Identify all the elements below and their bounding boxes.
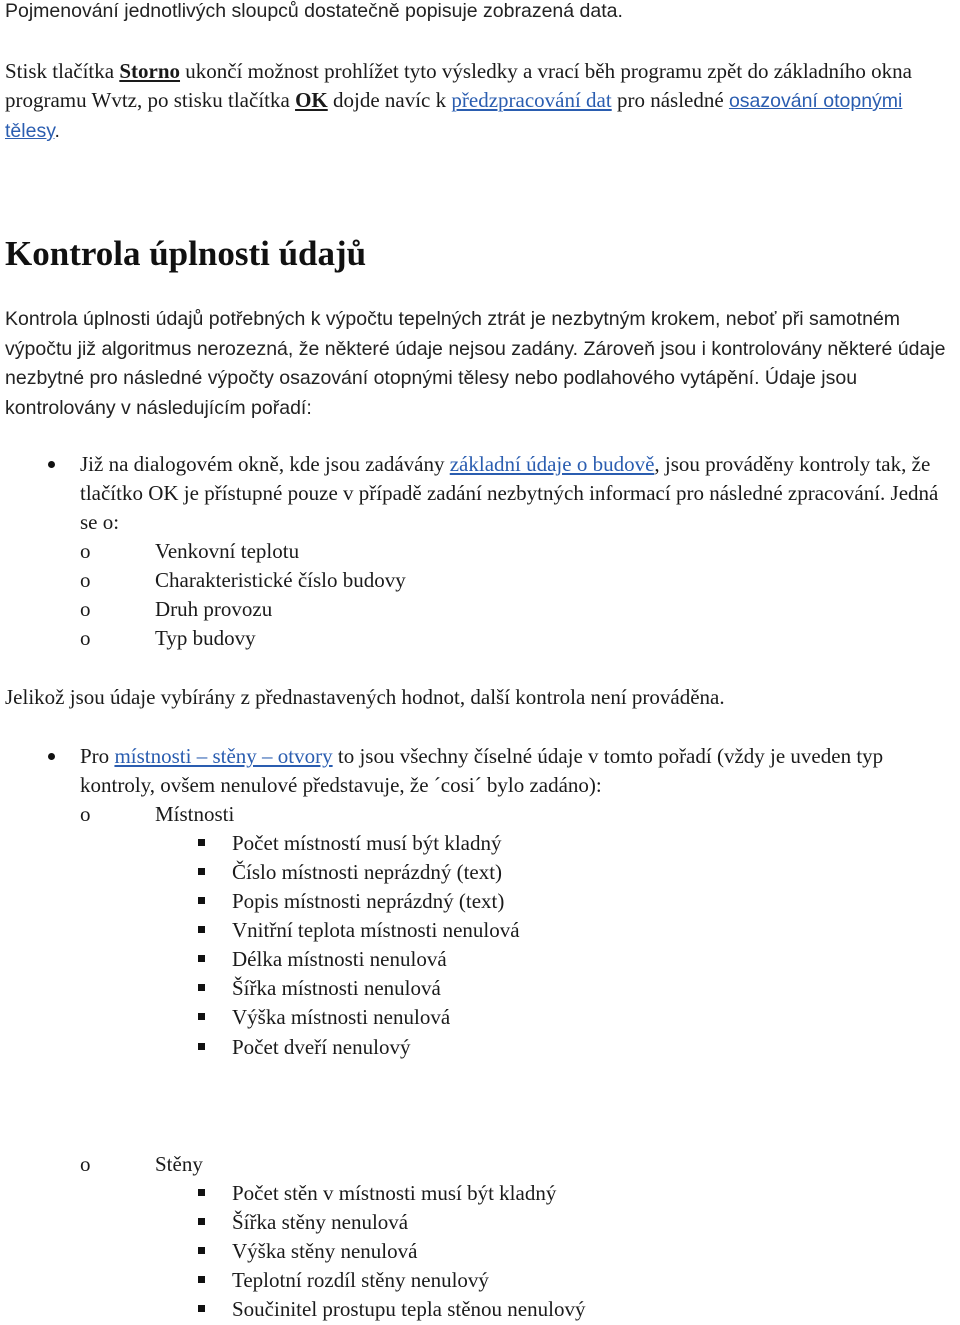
sub-item-label: Charakteristické číslo budovy — [155, 568, 406, 592]
square-bullet-icon — [198, 1013, 205, 1020]
section-paragraph: Kontrola úplnosti údajů potřebných k výpočtu tepelných ztrát je nezbytným krokem, neboť při samotném výpočtu již algoritmus nerozezná, že některé údaje nejsou zadány. Zároveň jsou i kontrolovány některé údaje nezbytné pro následné výpočty osazování otopnými tělesy nebo podlahového vytápění. Údaje jsou kontrolovány v následujícím pořadí: — [5, 308, 946, 419]
bullet-item — [80, 742, 960, 800]
square-bullet-icon — [198, 984, 205, 991]
check-item-label: Teplotní rozdíl stěny nenulový — [232, 1268, 489, 1292]
square-bullet-icon — [198, 1276, 205, 1283]
sub-item-label: Místnosti — [155, 802, 235, 826]
check-item-label: Číslo místnosti neprázdný (text) — [232, 860, 503, 884]
bullet-text: Pro — [80, 744, 115, 768]
storno-button-label: Storno — [119, 59, 181, 83]
circle-marker-icon: o — [80, 1152, 91, 1176]
intro-text: dojde navíc k — [327, 88, 452, 112]
square-bullet-icon — [198, 1305, 205, 1312]
bullet-item — [80, 450, 960, 537]
intro-line: Pojmenování jednotlivých sloupců dostatečně popisuje zobrazená data. — [5, 0, 623, 22]
circle-marker-icon: o — [80, 539, 91, 563]
circle-marker-icon: o — [80, 802, 91, 826]
intro-text: . — [54, 120, 60, 142]
square-bullet-icon — [198, 1247, 205, 1254]
square-bullet-icon — [198, 1218, 205, 1225]
square-bullet-icon — [198, 868, 205, 875]
check-item-label: Šířka místnosti nenulová — [232, 976, 441, 1000]
link-zakladni-udaje-o-budove[interactable]: základní údaje o budově — [449, 452, 655, 476]
link-osazovani-otopnymi-telesy[interactable]: osazování otopnými tělesy — [5, 90, 903, 142]
square-bullet-icon — [198, 1189, 205, 1196]
intro-text: ukončí možnost prohlížet tyto výsledky a vrací běh programu zpět do základního okna programu Wvtz, po stisku tlačítka — [5, 59, 912, 112]
section-heading: Kontrola úplnosti údajů — [5, 234, 367, 273]
check-item-label: Výška místnosti nenulová — [232, 1005, 451, 1029]
circle-marker-icon: o — [80, 568, 91, 592]
square-bullet-icon — [198, 955, 205, 962]
check-item-label: Výška stěny nenulová — [232, 1239, 418, 1263]
check-item-label: Počet místností musí být kladný — [232, 831, 502, 855]
bullet-dot-icon — [48, 461, 55, 468]
intro-text: Stisk tlačítka — [5, 59, 120, 83]
sub-item-label: Typ budovy — [155, 626, 256, 650]
link-predzpracovani-dat[interactable]: předzpracování dat — [451, 88, 612, 112]
square-bullet-icon — [198, 1043, 205, 1050]
bullet-text: Již na dialogovém okně, kde jsou zadávány — [80, 452, 450, 476]
bullet-text: , jsou prováděny kontroly tak, že tlačítko OK je přístupné pouze v případě zadání nezbytných informací pro následné zpracování. Jedná se o: — [80, 452, 939, 534]
check-item-label: Šířka stěny nenulová — [232, 1210, 409, 1234]
link-mistnosti-steny-otvory[interactable]: místnosti – stěny – otvory — [114, 744, 333, 768]
circle-marker-icon: o — [80, 626, 91, 650]
circle-marker-icon: o — [80, 597, 91, 621]
bullet-text: to jsou všechny číselné údaje v tomto pořadí (vždy je uveden typ kontroly, ovšem nenulové představuje, že ´cosi´ bylo zadáno): — [80, 744, 884, 797]
intro-paragraph — [5, 57, 945, 146]
square-bullet-icon — [198, 839, 205, 846]
sub-item-label: Stěny — [155, 1152, 203, 1176]
check-item-label: Délka místnosti nenulová — [232, 947, 447, 971]
check-item-label: Součinitel prostupu tepla stěnou nenulový — [232, 1297, 586, 1321]
bullet-dot-icon — [48, 753, 55, 760]
check-item-label: Popis místnosti neprázdný (text) — [232, 889, 505, 913]
note-paragraph: Jelikož jsou údaje vybírány z přednastavených hodnot, další kontrola není prováděna. — [5, 685, 725, 709]
check-item-label: Počet stěn v místnosti musí být kladný — [232, 1181, 557, 1205]
check-item-label: Vnitřní teplota místnosti nenulová — [232, 918, 520, 942]
square-bullet-icon — [198, 926, 205, 933]
intro-text: pro následné — [611, 88, 729, 112]
sub-item-label: Druh provozu — [155, 597, 273, 621]
square-bullet-icon — [198, 897, 205, 904]
check-item-label: Počet dveří nenulový — [232, 1035, 411, 1059]
sub-item-label: Venkovní teplotu — [155, 539, 300, 563]
ok-button-label: OK — [295, 88, 328, 112]
